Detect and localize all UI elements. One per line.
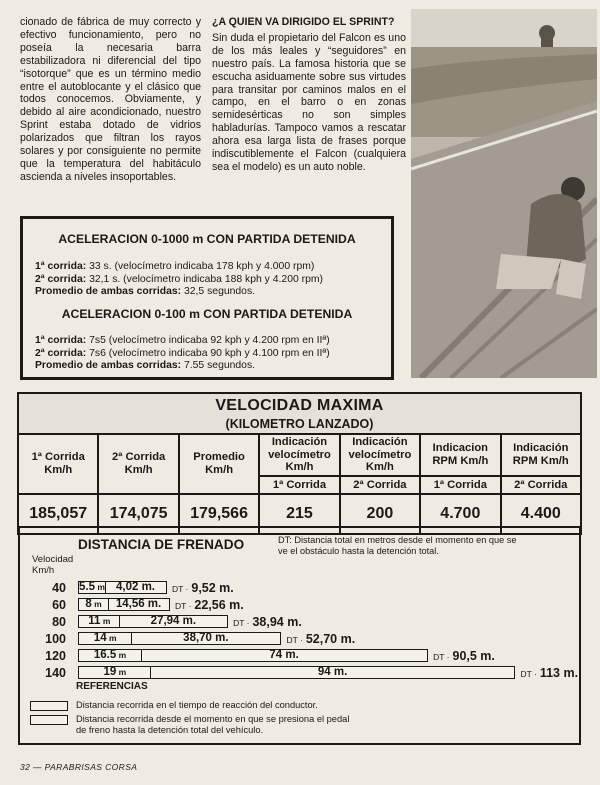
braking-bar: 74 m. bbox=[141, 649, 428, 662]
accel-100-results: 1ª corrida: 7s5 (velocímetro indicaba 92 kph y 4.200 rpm en IIª) 2ª corrida: 7s6 (velocímetro indicaba 90 kph y 4.100 rpm en IIª) Promedio de ambas corridas: 7.55 segundos. bbox=[35, 335, 330, 372]
accel-1000-title: ACELERACION 0-1000 m CON PARTIDA DETENIDA bbox=[58, 232, 356, 246]
total-distance: DT · 9,52 m. bbox=[172, 581, 234, 595]
vmax-header: 1ª Corrida Km/h bbox=[18, 434, 98, 494]
left-text-column bbox=[20, 16, 201, 184]
row-speed: 140 bbox=[45, 666, 66, 680]
dt-tag: DT · bbox=[233, 618, 250, 628]
row-speed: 40 bbox=[52, 581, 66, 595]
velocidad-axis-label: Velocidad Km/h bbox=[32, 554, 74, 576]
referencias-title: REFERENCIAS bbox=[76, 681, 148, 692]
vmax-subheader: 1ª Corrida bbox=[259, 476, 339, 494]
legend-swatch-braking bbox=[30, 715, 68, 725]
braking-bar: 4,02 m. bbox=[105, 581, 167, 594]
distancia-frenado-box bbox=[18, 526, 581, 745]
reaction-bar: 8 m bbox=[78, 598, 109, 611]
left-paragraph: cionado de fábrica de muy correcto y efectivo funcionamiento, pero no poseía la necesaria barra estabilizadora ni diferencial del tipo “isotorque” que es un término medio entre el autoblocante y el clásico que todos conocemos. Obviamente, y debido al aire acondicionado, nuestro Sprint estaba dotado de vidrios polarizados que filtran los rayos solares y por consiguiente no permite que la temperatura del habitáculo ascienda a niveles insoportables. bbox=[20, 16, 201, 183]
braking-bar: 94 m. bbox=[150, 666, 515, 679]
vmax-value: 215 bbox=[259, 494, 339, 534]
accel-1000-results: 1ª corrida: 33 s. (velocímetro indicaba 178 kph y 4.000 rpm) 2ª corrida: 32,1 s. (velocímetro indicaba 188 kph y 4.200 rpm) Promedio de ambas corridas: 32,5 segundos. bbox=[35, 261, 324, 298]
vmax-subheader: 2ª Corrida bbox=[340, 476, 420, 494]
vmax-header: Indicacion RPM Km/h bbox=[420, 434, 500, 476]
vmax-header: Indicación velocímetro Km/h bbox=[259, 434, 339, 476]
section-heading: ¿A QUIEN VA DIRIGIDO EL SPRINT? bbox=[212, 16, 395, 28]
vmax-header: 2ª Corrida Km/h bbox=[98, 434, 178, 494]
vmax-header: Indicación RPM Km/h bbox=[501, 434, 581, 476]
reaction-bar: 5.5 m bbox=[79, 581, 105, 593]
right-text-column bbox=[212, 16, 406, 174]
right-paragraph: Sin duda el propietario del Falcon es uno de los más leales y “seguidores” en nuestro país. La famosa historia que se escucha asiduamente sobre sus virtudes para transitar por caminos malos en el campo, en el barro o en zonas semidesérticas no son simples habladurías. Tampoco vamos a rescatar ahora esa larga lista de frases porque indiscutiblemente el Falcon (cualquiera sea el modelo) es un auto noble. bbox=[212, 31, 406, 173]
vmax-header: Promedio Km/h bbox=[179, 434, 259, 494]
reaction-bar: 19 m bbox=[78, 666, 152, 679]
row-speed: 80 bbox=[52, 615, 66, 629]
vmax-title: VELOCIDAD MAXIMA bbox=[215, 396, 384, 414]
dt-tag: DT · bbox=[433, 652, 450, 662]
vmax-subheader: 2ª Corrida bbox=[501, 476, 581, 494]
row-speed: 120 bbox=[45, 649, 66, 663]
legend-braking-text: Distancia recorrida desde el momento en que se presiona el pedal de freno hasta la detención total del vehículo. bbox=[76, 714, 350, 736]
total-distance: DT · 113 m. bbox=[520, 666, 579, 680]
vmax-subtitle: (KILOMETRO LANZADO) bbox=[225, 416, 374, 431]
legend-reaction-text: Distancia recorrida en el tiempo de reacción del conductor. bbox=[76, 700, 318, 710]
total-distance: DT · 38,94 m. bbox=[233, 615, 302, 629]
total-distance: DT · 22,56 m. bbox=[175, 598, 244, 612]
dt-tag: DT · bbox=[286, 635, 303, 645]
vmax-title-cell bbox=[18, 393, 581, 434]
page-footer: 32 — PARABRISAS CORSA bbox=[20, 762, 138, 772]
dt-tag: DT · bbox=[520, 669, 537, 679]
row-speed: 60 bbox=[52, 598, 66, 612]
road-photo bbox=[411, 9, 597, 378]
braking-bar: 38,70 m. bbox=[131, 632, 281, 645]
vmax-value: 4.400 bbox=[501, 494, 581, 534]
frenado-dt-note: DT: Distancia total en metros desde el momento en que se ve el obstáculo hasta la detención total. bbox=[278, 535, 517, 557]
vmax-header: Indicación velocímetro Km/h bbox=[340, 434, 420, 476]
vmax-value: 179,566 bbox=[179, 494, 259, 534]
vmax-value: 200 bbox=[340, 494, 420, 534]
frenado-title: DISTANCIA DE FRENADO bbox=[78, 537, 245, 552]
total-distance: DT · 90,5 m. bbox=[433, 649, 495, 663]
reaction-bar: 11 m bbox=[78, 615, 121, 628]
total-distance: DT · 52,70 m. bbox=[286, 632, 356, 646]
vmax-value: 174,075 bbox=[98, 494, 178, 534]
dt-tag: DT · bbox=[172, 584, 189, 594]
vmax-subheader: 1ª Corrida bbox=[420, 476, 500, 494]
accel-100-title: ACELERACION 0-100 m CON PARTIDA DETENIDA bbox=[61, 307, 353, 321]
vmax-value: 4.700 bbox=[420, 494, 500, 534]
row-speed: 100 bbox=[45, 632, 66, 646]
legend-swatch-reaction bbox=[30, 701, 68, 711]
braking-bar: 14,56 m. bbox=[108, 598, 170, 611]
reaction-bar: 14 m bbox=[78, 632, 132, 645]
acceleration-box bbox=[20, 216, 394, 380]
dt-tag: DT · bbox=[175, 601, 192, 611]
velocidad-maxima-table bbox=[17, 392, 582, 520]
braking-bar: 27,94 m. bbox=[119, 615, 227, 628]
reaction-bar: 16.5 m bbox=[78, 649, 142, 662]
vmax-value: 185,057 bbox=[18, 494, 98, 534]
